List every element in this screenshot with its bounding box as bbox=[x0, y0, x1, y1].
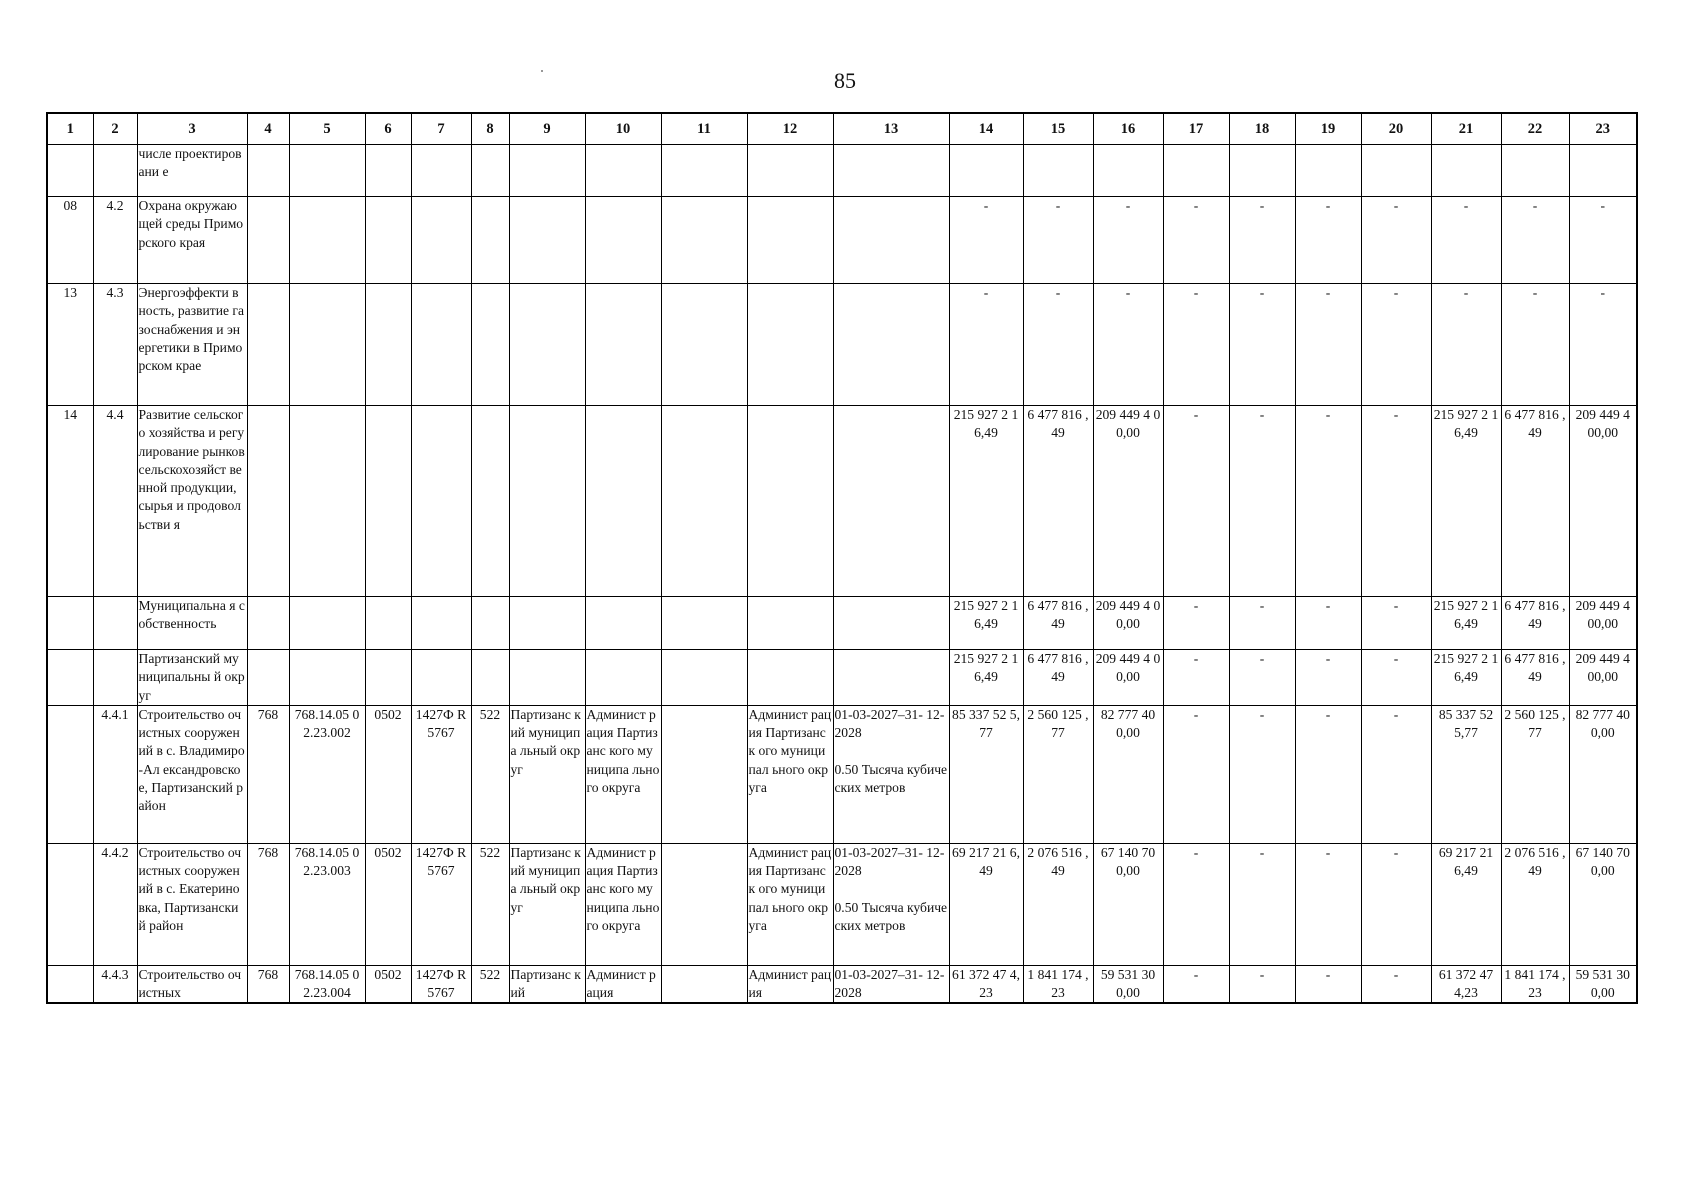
table-cell: - bbox=[1501, 197, 1569, 284]
table-cell: 69 217 21 6,49 bbox=[1431, 843, 1501, 965]
table-cell bbox=[471, 597, 509, 650]
table-cell: 6 477 816 ,49 bbox=[1501, 650, 1569, 706]
table-cell: - bbox=[1361, 705, 1431, 843]
table-cell: 61 372 47 4,23 bbox=[1431, 965, 1501, 1003]
table-cell: 08 bbox=[47, 197, 93, 284]
table-cell bbox=[365, 650, 411, 706]
table-cell: 209 449 4 00,00 bbox=[1569, 650, 1637, 706]
column-header: 6 bbox=[365, 113, 411, 145]
table-cell bbox=[661, 965, 747, 1003]
table-cell: - bbox=[1295, 843, 1361, 965]
table-cell: Админист рация Партизанск ого муниципал ьного округа bbox=[747, 843, 833, 965]
table-cell: 1427Ф R5767 bbox=[411, 705, 471, 843]
table-cell bbox=[247, 284, 289, 406]
table-cell: Админист рация Партизанск ого муниципал ьного округа bbox=[747, 705, 833, 843]
table-cell bbox=[47, 843, 93, 965]
table-cell: 522 bbox=[471, 705, 509, 843]
table-cell: 85 337 52 5,77 bbox=[949, 705, 1023, 843]
table-cell bbox=[661, 284, 747, 406]
table-cell bbox=[661, 843, 747, 965]
table-cell: - bbox=[1295, 705, 1361, 843]
column-header: 12 bbox=[747, 113, 833, 145]
table-cell bbox=[411, 145, 471, 197]
table-cell bbox=[471, 406, 509, 597]
table-cell bbox=[247, 197, 289, 284]
table-cell: 4.4.3 bbox=[93, 965, 137, 1003]
table-row bbox=[47, 406, 1637, 597]
table-cell: - bbox=[1361, 650, 1431, 706]
table-cell bbox=[365, 406, 411, 597]
column-header: 9 bbox=[509, 113, 585, 145]
table-cell bbox=[471, 650, 509, 706]
table-cell bbox=[949, 145, 1023, 197]
table-cell: 0502 bbox=[365, 965, 411, 1003]
table-cell: 67 140 70 0,00 bbox=[1093, 843, 1163, 965]
table-cell: - bbox=[1229, 406, 1295, 597]
table-cell bbox=[411, 597, 471, 650]
table-cell: 215 927 2 16,49 bbox=[949, 597, 1023, 650]
table-cell bbox=[585, 650, 661, 706]
table-cell: Охрана окружающей среды Приморского края bbox=[137, 197, 247, 284]
column-header: 20 bbox=[1361, 113, 1431, 145]
table-cell bbox=[471, 145, 509, 197]
column-header: 15 bbox=[1023, 113, 1093, 145]
scan-speck bbox=[541, 70, 543, 72]
table-cell bbox=[1023, 145, 1093, 197]
table-cell bbox=[1295, 145, 1361, 197]
table-cell: 01-03-2027–31- 12-2028 0.50 Тысяча кубических метров bbox=[833, 843, 949, 965]
table-cell: 522 bbox=[471, 843, 509, 965]
column-header: 1 bbox=[47, 113, 93, 145]
table-cell: - bbox=[1093, 197, 1163, 284]
table-cell bbox=[661, 145, 747, 197]
table-cell bbox=[247, 406, 289, 597]
table-cell: 2 560 125 ,77 bbox=[1023, 705, 1093, 843]
table-cell: 768.14.05 02.23.002 bbox=[289, 705, 365, 843]
table-cell: - bbox=[1093, 284, 1163, 406]
table-cell bbox=[93, 145, 137, 197]
table-cell: 1 841 174 ,23 bbox=[1023, 965, 1093, 1003]
table-cell: - bbox=[1229, 650, 1295, 706]
table-cell bbox=[289, 284, 365, 406]
table-cell: - bbox=[1229, 197, 1295, 284]
column-header: 22 bbox=[1501, 113, 1569, 145]
table-cell bbox=[93, 597, 137, 650]
table-cell: Строительство очистных сооружений в с. Екатериновка, Партизанский район bbox=[137, 843, 247, 965]
table-cell: 67 140 70 0,00 bbox=[1569, 843, 1637, 965]
table-cell: 768.14.05 02.23.004 bbox=[289, 965, 365, 1003]
table-cell: 13 bbox=[47, 284, 93, 406]
table-cell: 0502 bbox=[365, 843, 411, 965]
table-cell bbox=[509, 650, 585, 706]
table-cell: 209 449 4 00,00 bbox=[1569, 406, 1637, 597]
table-cell bbox=[585, 197, 661, 284]
column-header: 13 bbox=[833, 113, 949, 145]
budget-table bbox=[46, 112, 1638, 1004]
table-cell: - bbox=[1295, 284, 1361, 406]
table-cell: 768.14.05 02.23.003 bbox=[289, 843, 365, 965]
table-cell: 215 927 2 16,49 bbox=[1431, 650, 1501, 706]
table-row bbox=[47, 650, 1637, 706]
table-cell: - bbox=[1431, 197, 1501, 284]
table-cell: - bbox=[1229, 597, 1295, 650]
table-cell: 209 449 4 00,00 bbox=[1569, 597, 1637, 650]
table-cell bbox=[661, 597, 747, 650]
table-cell: 14 bbox=[47, 406, 93, 597]
table-cell: 768 bbox=[247, 965, 289, 1003]
table-cell bbox=[833, 597, 949, 650]
column-header: 19 bbox=[1295, 113, 1361, 145]
table-cell bbox=[365, 197, 411, 284]
table-cell: 1 841 174 ,23 bbox=[1501, 965, 1569, 1003]
table-cell: Развитие сельского хозяйства и регулирование рынков сельскохозяйст венной продукции, сырья и продовольстви я bbox=[137, 406, 247, 597]
table-row bbox=[47, 597, 1637, 650]
table-cell bbox=[585, 597, 661, 650]
table-cell: 215 927 2 16,49 bbox=[1431, 406, 1501, 597]
table-cell bbox=[365, 284, 411, 406]
table-cell: Строительство очистных сооружений в с. Владимиро-Ал ександровское, Партизанский район bbox=[137, 705, 247, 843]
table-cell: Партизанс кий bbox=[509, 965, 585, 1003]
table-cell: 0502 bbox=[365, 705, 411, 843]
table-cell: - bbox=[1569, 284, 1637, 406]
table-cell: Партизанский муниципальны й округ bbox=[137, 650, 247, 706]
table-row bbox=[47, 843, 1637, 965]
table-cell: - bbox=[1163, 705, 1229, 843]
column-header: 4 bbox=[247, 113, 289, 145]
table-row bbox=[47, 705, 1637, 843]
table-cell: 85 337 52 5,77 bbox=[1431, 705, 1501, 843]
table-cell bbox=[1163, 145, 1229, 197]
table-cell bbox=[289, 650, 365, 706]
table-cell: 215 927 2 16,49 bbox=[949, 406, 1023, 597]
table-cell bbox=[365, 597, 411, 650]
table-cell: 6 477 816 ,49 bbox=[1501, 406, 1569, 597]
table-cell: Админист рация Партизанс кого муниципа льного округа bbox=[585, 843, 661, 965]
table-cell bbox=[471, 284, 509, 406]
table-cell: 82 777 40 0,00 bbox=[1569, 705, 1637, 843]
table-cell bbox=[747, 197, 833, 284]
table-cell bbox=[1569, 145, 1637, 197]
table-cell: Энергоэффекти вность, развитие газоснабжения и энергетики в Приморском крае bbox=[137, 284, 247, 406]
table-cell bbox=[47, 650, 93, 706]
table-cell: - bbox=[1229, 843, 1295, 965]
table-cell: - bbox=[1163, 284, 1229, 406]
table-cell bbox=[47, 705, 93, 843]
table-cell: - bbox=[1229, 705, 1295, 843]
table-row bbox=[47, 965, 1637, 1003]
table-cell: 209 449 4 00,00 bbox=[1093, 597, 1163, 650]
table-cell: 209 449 4 00,00 bbox=[1093, 650, 1163, 706]
table-cell bbox=[289, 597, 365, 650]
table-cell bbox=[661, 406, 747, 597]
table-cell bbox=[289, 406, 365, 597]
table-cell bbox=[289, 145, 365, 197]
table-cell bbox=[833, 406, 949, 597]
table-cell bbox=[747, 406, 833, 597]
column-header: 23 bbox=[1569, 113, 1637, 145]
column-header: 5 bbox=[289, 113, 365, 145]
table-cell bbox=[471, 197, 509, 284]
table-cell bbox=[661, 197, 747, 284]
table-cell: - bbox=[1361, 284, 1431, 406]
table-cell: 69 217 21 6,49 bbox=[949, 843, 1023, 965]
column-header: 21 bbox=[1431, 113, 1501, 145]
table-cell: - bbox=[1163, 965, 1229, 1003]
table-cell: Строительство очистных bbox=[137, 965, 247, 1003]
table-cell: 215 927 2 16,49 bbox=[949, 650, 1023, 706]
table-cell bbox=[47, 965, 93, 1003]
table-cell bbox=[247, 597, 289, 650]
table-cell: 4.3 bbox=[93, 284, 137, 406]
table-cell: - bbox=[1295, 406, 1361, 597]
column-header: 17 bbox=[1163, 113, 1229, 145]
table-cell: Партизанс кий муниципа льный округ bbox=[509, 843, 585, 965]
column-header: 2 bbox=[93, 113, 137, 145]
table-cell: - bbox=[1163, 650, 1229, 706]
table-cell: 61 372 47 4,23 bbox=[949, 965, 1023, 1003]
table-cell: - bbox=[1295, 197, 1361, 284]
table-cell: 2 076 516 ,49 bbox=[1023, 843, 1093, 965]
table-cell: 4.4.2 bbox=[93, 843, 137, 965]
table-cell: - bbox=[1501, 284, 1569, 406]
table-cell: 01-03-2027–31- 12-2028 0.50 Тысяча кубических метров bbox=[833, 705, 949, 843]
table-cell bbox=[47, 597, 93, 650]
table-cell: - bbox=[1295, 597, 1361, 650]
table-cell bbox=[833, 650, 949, 706]
table-cell: 4.4 bbox=[93, 406, 137, 597]
table-cell bbox=[411, 650, 471, 706]
table-cell: - bbox=[1163, 843, 1229, 965]
table-cell: - bbox=[1569, 197, 1637, 284]
table-cell bbox=[509, 284, 585, 406]
table-cell: - bbox=[1361, 597, 1431, 650]
table-cell: - bbox=[1431, 284, 1501, 406]
table-cell bbox=[1361, 145, 1431, 197]
table-cell bbox=[661, 705, 747, 843]
table-cell bbox=[247, 145, 289, 197]
table-cell: 215 927 2 16,49 bbox=[1431, 597, 1501, 650]
table-cell: Админист рация bbox=[747, 965, 833, 1003]
table-cell bbox=[833, 284, 949, 406]
table-cell: 6 477 816 ,49 bbox=[1023, 597, 1093, 650]
table-cell bbox=[661, 650, 747, 706]
column-header: 18 bbox=[1229, 113, 1295, 145]
table-cell: 1427Ф R5767 bbox=[411, 965, 471, 1003]
column-header: 16 bbox=[1093, 113, 1163, 145]
table-row bbox=[47, 284, 1637, 406]
table-cell: 4.4.1 bbox=[93, 705, 137, 843]
table-row bbox=[47, 197, 1637, 284]
table-cell: 2 560 125 ,77 bbox=[1501, 705, 1569, 843]
header-row bbox=[47, 113, 1637, 145]
table-cell: Партизанс кий муниципа льный округ bbox=[509, 705, 585, 843]
table-cell: 82 777 40 0,00 bbox=[1093, 705, 1163, 843]
table-cell bbox=[1501, 145, 1569, 197]
table-cell: 6 477 816 ,49 bbox=[1023, 650, 1093, 706]
table-cell bbox=[1431, 145, 1501, 197]
table-cell bbox=[47, 145, 93, 197]
table-cell: 768 bbox=[247, 843, 289, 965]
table-cell: 6 477 816 ,49 bbox=[1501, 597, 1569, 650]
column-header: 8 bbox=[471, 113, 509, 145]
table-cell bbox=[747, 145, 833, 197]
table-body bbox=[47, 145, 1637, 1004]
table-cell: 01-03-2027–31- 12-2028 bbox=[833, 965, 949, 1003]
table-cell: - bbox=[1229, 965, 1295, 1003]
table-cell bbox=[833, 197, 949, 284]
table-cell: 209 449 4 00,00 bbox=[1093, 406, 1163, 597]
table-cell: - bbox=[1361, 406, 1431, 597]
table-cell bbox=[833, 145, 949, 197]
table-cell bbox=[93, 650, 137, 706]
table-cell: - bbox=[1229, 284, 1295, 406]
table-cell: - bbox=[1023, 197, 1093, 284]
column-header: 11 bbox=[661, 113, 747, 145]
table-cell: - bbox=[1361, 197, 1431, 284]
table-cell bbox=[585, 406, 661, 597]
column-header: 14 bbox=[949, 113, 1023, 145]
table-cell: - bbox=[1295, 650, 1361, 706]
table-cell: - bbox=[949, 197, 1023, 284]
table-cell: 59 531 30 0,00 bbox=[1569, 965, 1637, 1003]
column-header: 7 bbox=[411, 113, 471, 145]
table-cell: 768 bbox=[247, 705, 289, 843]
column-header: 10 bbox=[585, 113, 661, 145]
table-cell: 1427Ф R5767 bbox=[411, 843, 471, 965]
table-cell: - bbox=[1163, 406, 1229, 597]
table-cell: - bbox=[1163, 197, 1229, 284]
table-cell: - bbox=[1163, 597, 1229, 650]
table-cell bbox=[289, 197, 365, 284]
table-cell bbox=[747, 284, 833, 406]
table-cell: Муниципальна я собственность bbox=[137, 597, 247, 650]
table-cell: Админист рация Партизанс кого муниципа льного округа bbox=[585, 705, 661, 843]
table-cell: числе проектировани е bbox=[137, 145, 247, 197]
table-cell: 4.2 bbox=[93, 197, 137, 284]
table-cell bbox=[411, 406, 471, 597]
table-cell bbox=[247, 650, 289, 706]
page-number: 85 bbox=[834, 68, 856, 93]
table-cell bbox=[1229, 145, 1295, 197]
table-cell: - bbox=[1361, 843, 1431, 965]
table-cell bbox=[585, 145, 661, 197]
table-cell: 2 076 516 ,49 bbox=[1501, 843, 1569, 965]
table-cell bbox=[509, 145, 585, 197]
table-cell bbox=[411, 284, 471, 406]
table-cell bbox=[509, 597, 585, 650]
table-cell bbox=[585, 284, 661, 406]
table-cell bbox=[509, 406, 585, 597]
table-cell: - bbox=[1023, 284, 1093, 406]
table-cell bbox=[747, 597, 833, 650]
table-cell bbox=[411, 197, 471, 284]
table-cell: 522 bbox=[471, 965, 509, 1003]
table-row bbox=[47, 145, 1637, 197]
table-cell bbox=[1093, 145, 1163, 197]
table-cell: - bbox=[1295, 965, 1361, 1003]
table-cell bbox=[365, 145, 411, 197]
table-cell bbox=[509, 197, 585, 284]
table-cell: 59 531 30 0,00 bbox=[1093, 965, 1163, 1003]
table-cell: - bbox=[949, 284, 1023, 406]
table-cell: - bbox=[1361, 965, 1431, 1003]
column-header: 3 bbox=[137, 113, 247, 145]
table-cell bbox=[747, 650, 833, 706]
table-cell: 6 477 816 ,49 bbox=[1023, 406, 1093, 597]
table-cell: Админист рация bbox=[585, 965, 661, 1003]
